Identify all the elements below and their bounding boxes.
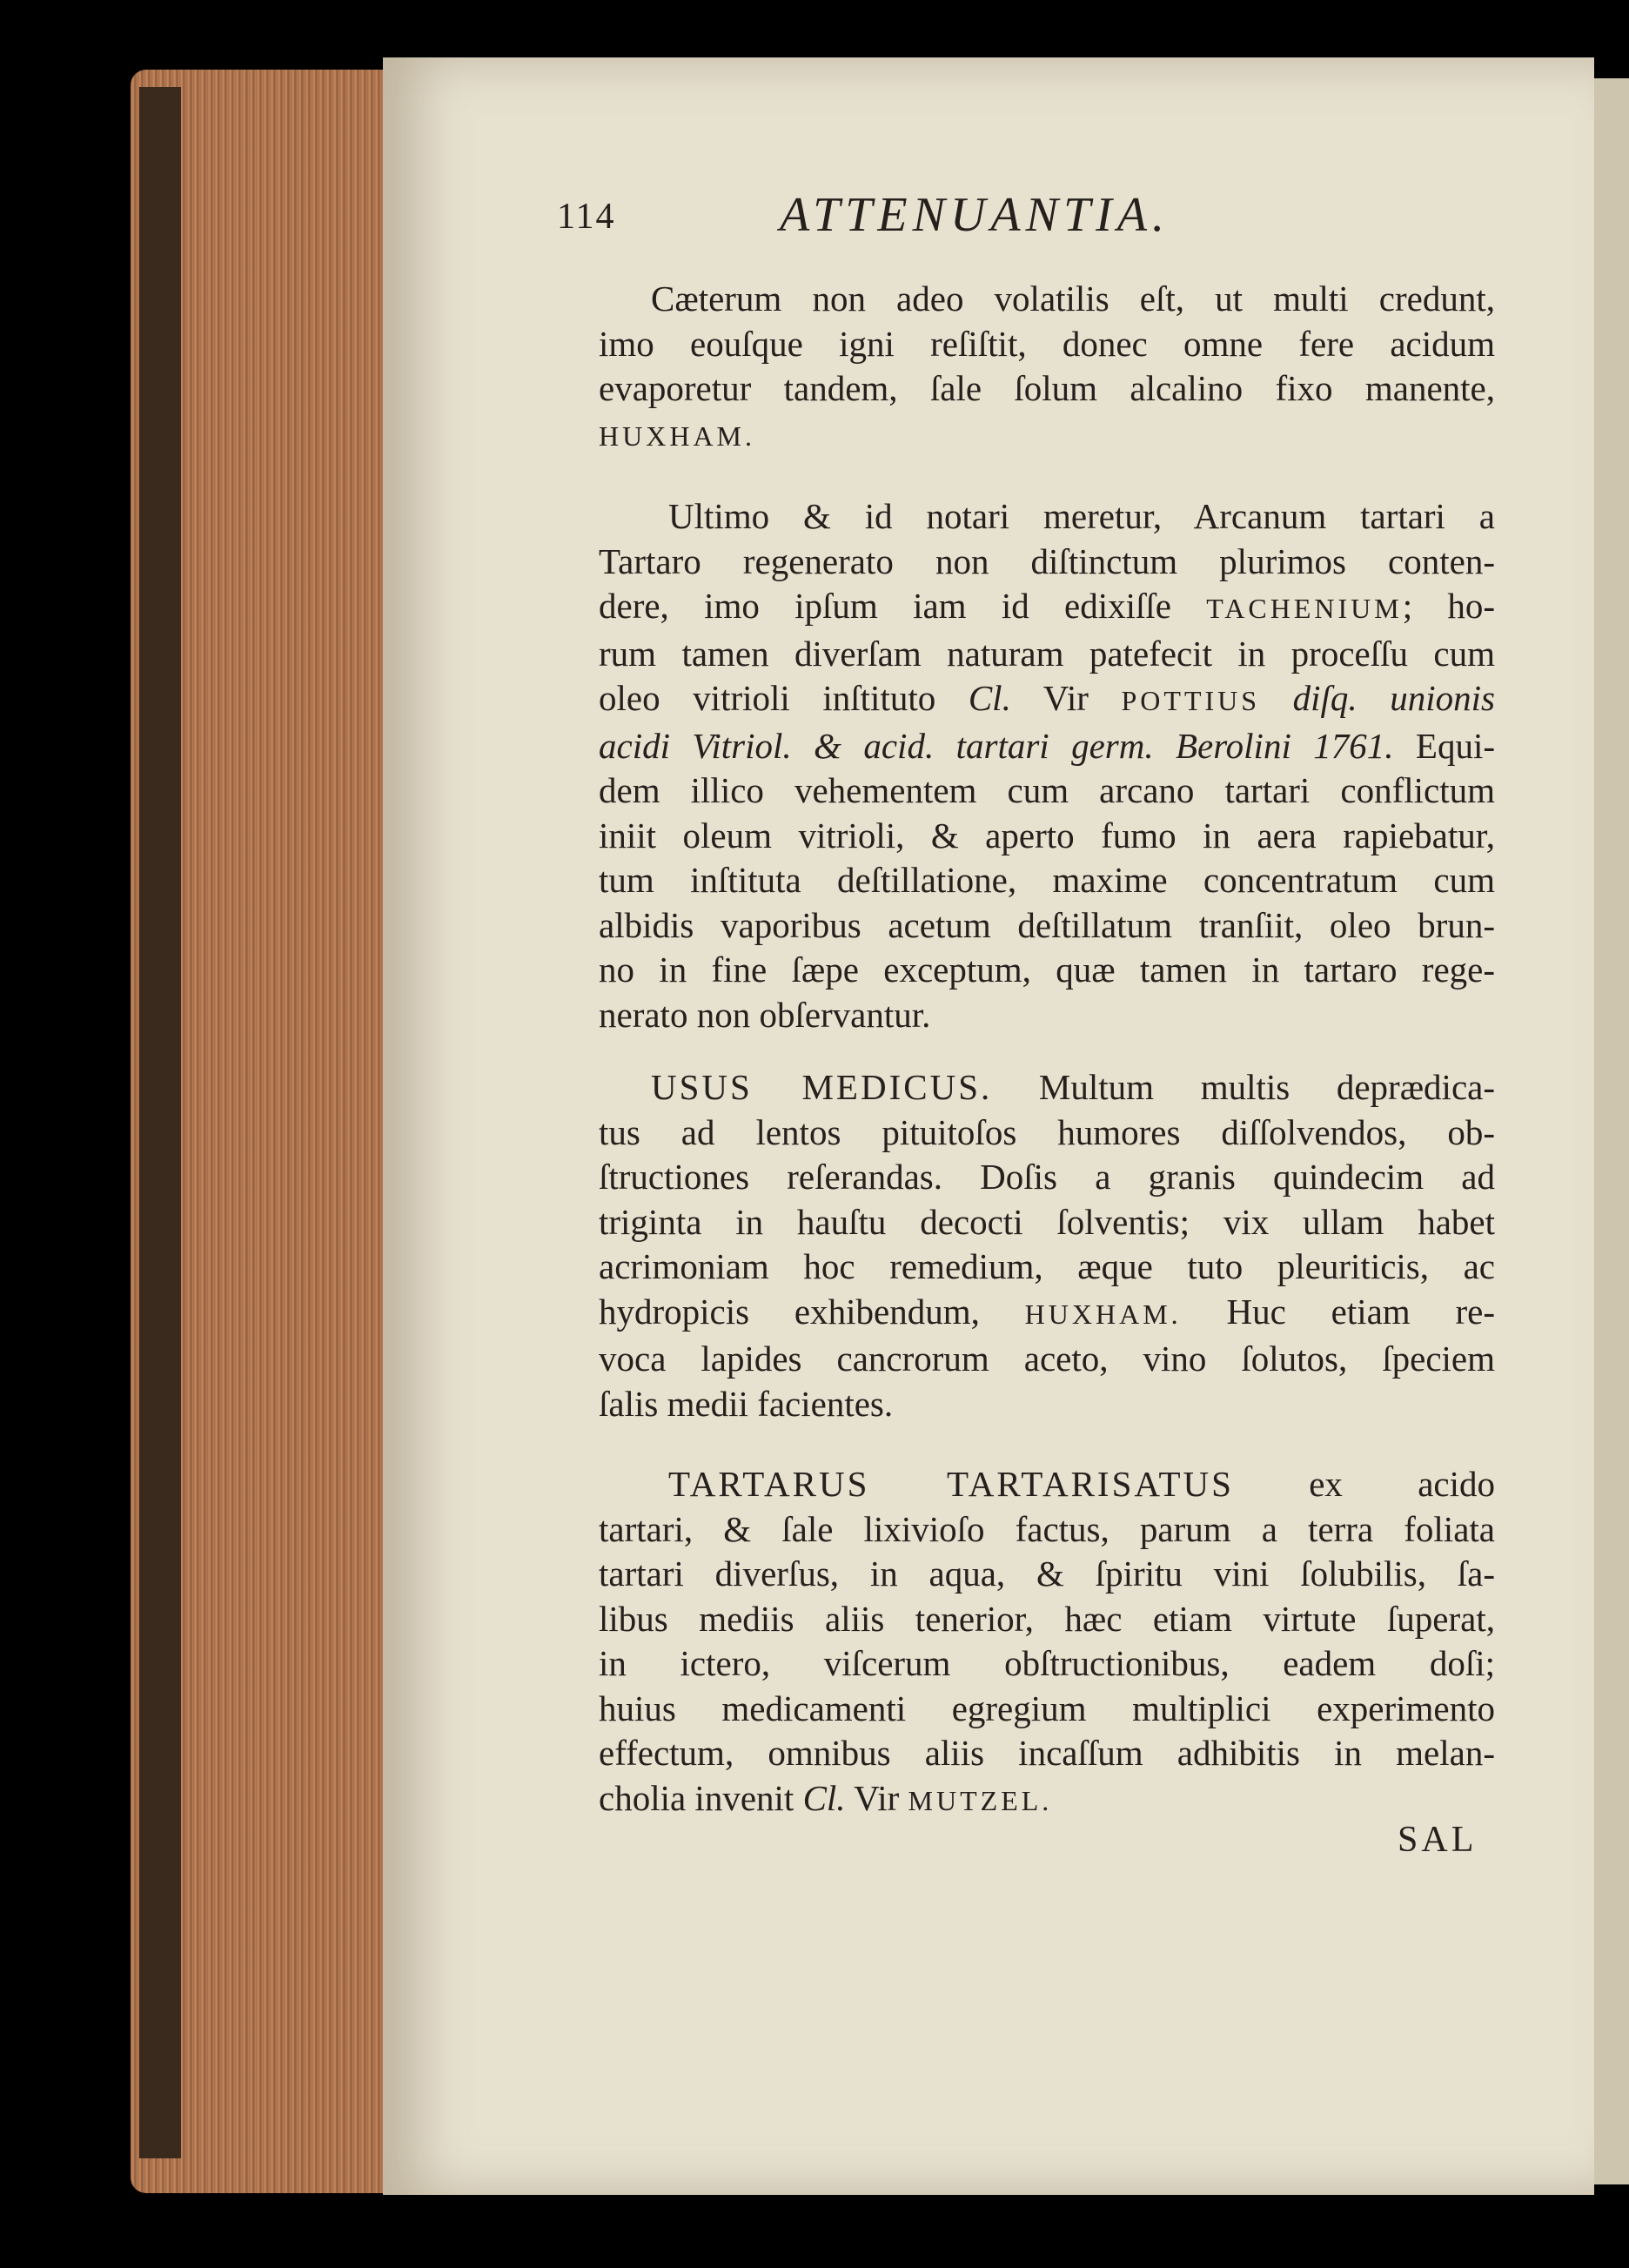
- text-line: albidis vaporibus acetum deſtillatum tranſiit, oleo brun-: [599, 904, 1495, 945]
- text-span: ; ho-: [1402, 586, 1496, 626]
- page-header: [557, 187, 1340, 248]
- text-line: in ictero, viſcerum obſtructionibus, eadem doſi;: [599, 1643, 1495, 1683]
- text-line: [599, 1290, 1495, 1338]
- text-line: no in fine ſæpe exceptum, quæ tamen in tartaro rege-: [599, 949, 1495, 990]
- text-line: huius medicamenti egregium multiplici experimento: [599, 1688, 1495, 1728]
- italic-span: Cl.: [968, 678, 1011, 718]
- author-name: HUXHAM.: [599, 419, 755, 452]
- author-name: TACHENIUM: [1206, 593, 1403, 624]
- text-line: evaporetur tandem, ſale ſolum alcalino fixo manente,: [599, 368, 1495, 408]
- text-line: [599, 676, 1495, 724]
- catchword: SAL: [1398, 1820, 1478, 1860]
- text-line: acrimoniam hoc remedium, æque tuto pleuriticis, ac: [599, 1246, 1495, 1286]
- section-heading: TARTARUS TARTARISATUS: [668, 1464, 1234, 1504]
- text-line: ſtructiones reſerandas. Doſis a granis quindecim ad: [599, 1157, 1495, 1197]
- italic-span: diſq. unionis: [1292, 678, 1496, 718]
- text-line: [599, 1462, 1495, 1507]
- text-line: ſalis medii facientes.: [599, 1383, 894, 1424]
- text-line: tartari, & ſale lixivioſo factus, parum a terra foliata: [599, 1508, 1495, 1549]
- text-line: nerato non obſervantur.: [599, 994, 931, 1035]
- text-line: imo eouſque igni reſiſtit, donec omne fere acidum: [599, 323, 1495, 364]
- author-name: POTTIUS: [1121, 685, 1261, 716]
- text-line: [599, 584, 1495, 632]
- running-title: ATTENUANTIA.: [780, 188, 1170, 242]
- text-span: Huc etiam re-: [1226, 1291, 1496, 1332]
- text-line: tartari diverſus, in aqua, & ſpiritu vini ſolubilis, ſa-: [599, 1553, 1495, 1594]
- author-name: HUXHAM.: [1024, 1298, 1182, 1330]
- text-line: tus ad lentos pituitoſos humores diſſolvendos, ob-: [599, 1111, 1495, 1152]
- italic-span: Cl.: [802, 1777, 846, 1818]
- author-name: MUTZEL.: [908, 1784, 1053, 1816]
- text-line: [599, 1065, 1495, 1111]
- paragraph-3: [599, 1065, 1495, 1426]
- text-line: effectum, omnibus aliis incaſſum adhibitis in melan-: [599, 1733, 1495, 1773]
- paragraph-2: [599, 494, 1495, 1037]
- text-span: Multum multis deprædica-: [1038, 1067, 1495, 1107]
- page-number: 114: [557, 197, 616, 237]
- text-span: Vir: [854, 1777, 900, 1818]
- text-span: hydropicis exhibendum,: [599, 1291, 980, 1332]
- text-line: iniit oleum vitrioli, & aperto fumo in aera rapiebatur,: [599, 815, 1495, 856]
- text-span: dere, imo ipſum iam id edixiſſe: [599, 586, 1171, 626]
- text-span: Equi-: [1415, 725, 1495, 766]
- facing-page-edge: [1594, 78, 1629, 2184]
- text-line: [599, 1776, 1495, 1824]
- text-line: rum tamen diverſam naturam patefecit in proceſſu cum: [599, 633, 1495, 674]
- text-span: Vir: [1042, 678, 1089, 718]
- text-line: [599, 412, 1495, 460]
- book-cover-edge: [139, 87, 181, 2158]
- text-line: Tartaro regenerato non diſtinctum plurimos conten-: [599, 540, 1495, 581]
- italic-span: acidi Vitriol. & acid. tartari germ. Berolini 1761.: [599, 725, 1394, 766]
- text-line: Ultimo & id notari meretur, Arcanum tartari a: [668, 496, 1495, 536]
- text-line: [599, 724, 1495, 769]
- paragraph-1: [599, 277, 1495, 459]
- text-line: dem illico vehementem cum arcano tartari conflictum: [599, 770, 1495, 810]
- text-line: triginta in hauſtu decocti ſolventis; vix ullam habet: [599, 1201, 1495, 1242]
- paragraph-4: [599, 1462, 1495, 1823]
- text-span: oleo vitrioli inſtituto: [599, 678, 936, 718]
- text-line: voca lapides cancrorum aceto, vino ſolutos, ſpeciem: [599, 1339, 1495, 1379]
- text-line: libus mediis aliis tenerior, hæc etiam virtute ſuperat,: [599, 1598, 1495, 1639]
- text-line: Cæterum non adeo volatilis eſt, ut multi credunt,: [651, 278, 1495, 319]
- text-line: tum inſtituta deſtillatione, maxime concentratum cum: [599, 860, 1495, 900]
- section-heading: USUS MEDICUS.: [651, 1067, 993, 1107]
- text-span: ex acido: [1309, 1464, 1496, 1504]
- text-span: cholia invenit: [599, 1777, 794, 1818]
